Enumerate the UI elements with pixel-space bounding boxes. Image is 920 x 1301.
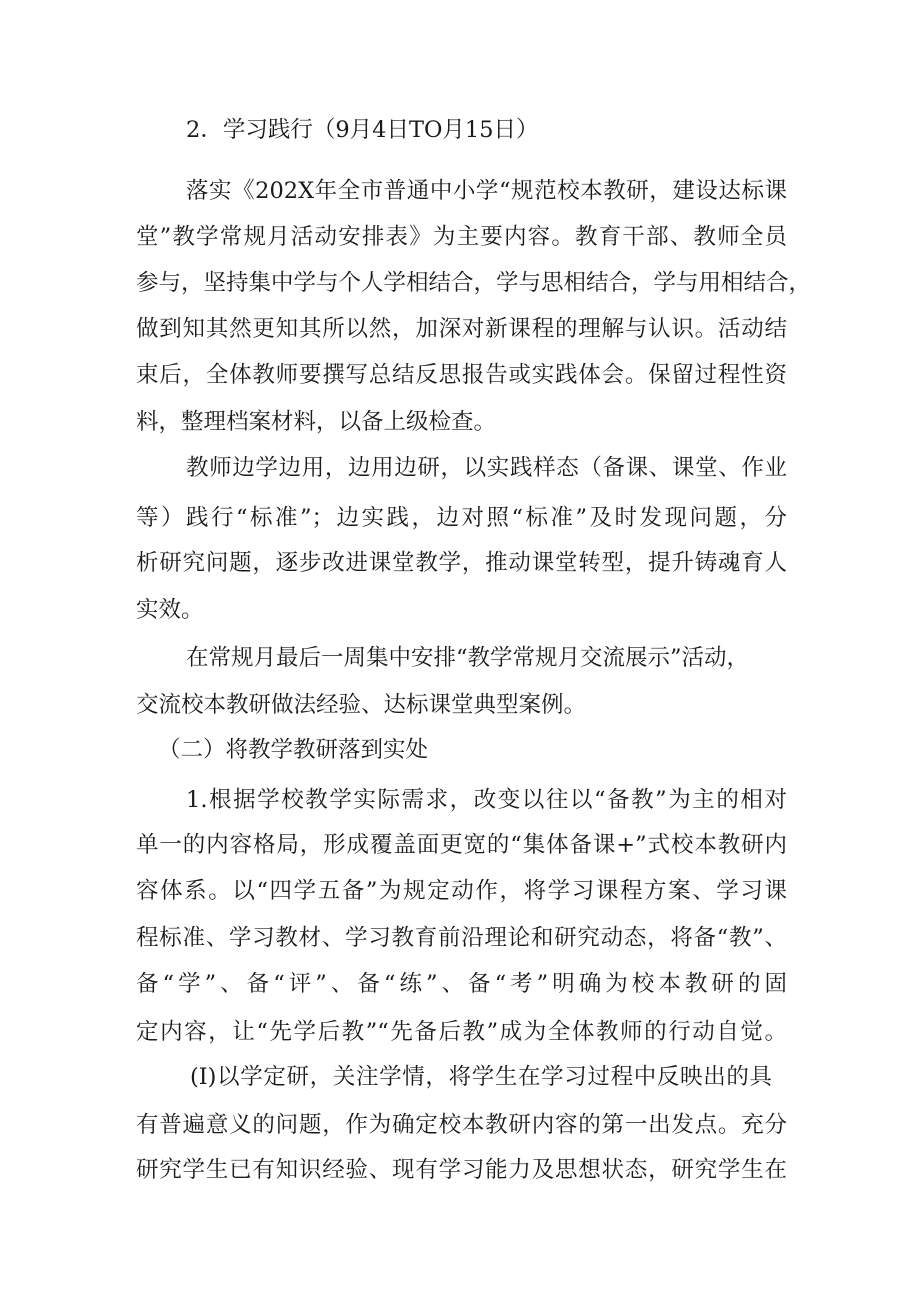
paragraph-4-line-6: 定内容，让“先学后教”“先备后教”成为全体教师的行动自觉。 — [136, 1019, 787, 1045]
paragraph-5-line-3: 研究学生已有知识经验、现有学习能力及思想状态，研究学生在 — [136, 1157, 787, 1183]
paragraph-5-line-1: (I)以学定研，关注学情，将学生在学习过程中反映出的具 — [190, 1064, 772, 1090]
subheading: （二）将教学教研落到实处 — [158, 737, 429, 763]
paragraph-4-line-1: 1.根据学校教学实际需求，改变以往以“备教”为主的相对 — [186, 787, 787, 813]
paragraph-1-line-4: 做到知其然更知其所以然，加深对新课程的理解与认识。活动结 — [136, 316, 787, 342]
paragraph-3-line-1: 在常规月最后一周集中安排“教学常规月交流展示”活动， — [186, 645, 750, 671]
section-heading: 2．学习践行（9月4日TO月15日） — [186, 117, 539, 143]
paragraph-4-line-2: 单一的内容格局，形成覆盖面更宽的“集体备课+”式校本教研内 — [136, 832, 787, 858]
paragraph-2-line-1: 教师边学边用，边用边研，以实践样态（备课、课堂、作业 — [186, 455, 787, 481]
paragraph-1-line-5: 束后，全体教师要撰写总结反思报告或实践体会。保留过程性资 — [136, 362, 787, 388]
paragraph-1-line-1: 落实《202X年全市普通中小学“规范校本教研，建设达标课 — [186, 178, 787, 204]
paragraph-1-line-3: 参与，坚持集中学与个人学相结合，学与思相结合，学与用相结合， — [136, 270, 812, 296]
paragraph-2-line-2: 等）践行“标准”；边实践，边对照“标准”及时发现问题，分 — [136, 505, 787, 531]
paragraph-5-line-2: 有普遍意义的问题，作为确定校本教研内容的第一出发点。充分 — [136, 1112, 787, 1138]
paragraph-1-line-2: 堂”教学常规月活动安排表》为主要内容。教育干部、教师全员 — [136, 224, 787, 250]
paragraph-4-line-5: 备“学”、备“评”、备“练”、备“考”明确为校本教研的固 — [136, 971, 787, 997]
paragraph-1-line-6: 料，整理档案材料，以备上级检查。 — [136, 409, 497, 435]
paragraph-4-line-3: 容体系。以“四学五备”为规定动作，将学习课程方案、学习课 — [136, 878, 787, 904]
paragraph-2-line-4: 实效。 — [136, 597, 204, 623]
paragraph-2-line-3: 析研究问题，逐步改进课堂教学，推动课堂转型，提升铸魂育人 — [136, 550, 787, 576]
paragraph-3-line-2: 交流校本教研做法经验、达标课堂典型案例。 — [136, 692, 587, 718]
paragraph-4-line-4: 程标准、学习教材、学习教育前沿理论和研究动态，将备“教”、 — [136, 925, 787, 951]
